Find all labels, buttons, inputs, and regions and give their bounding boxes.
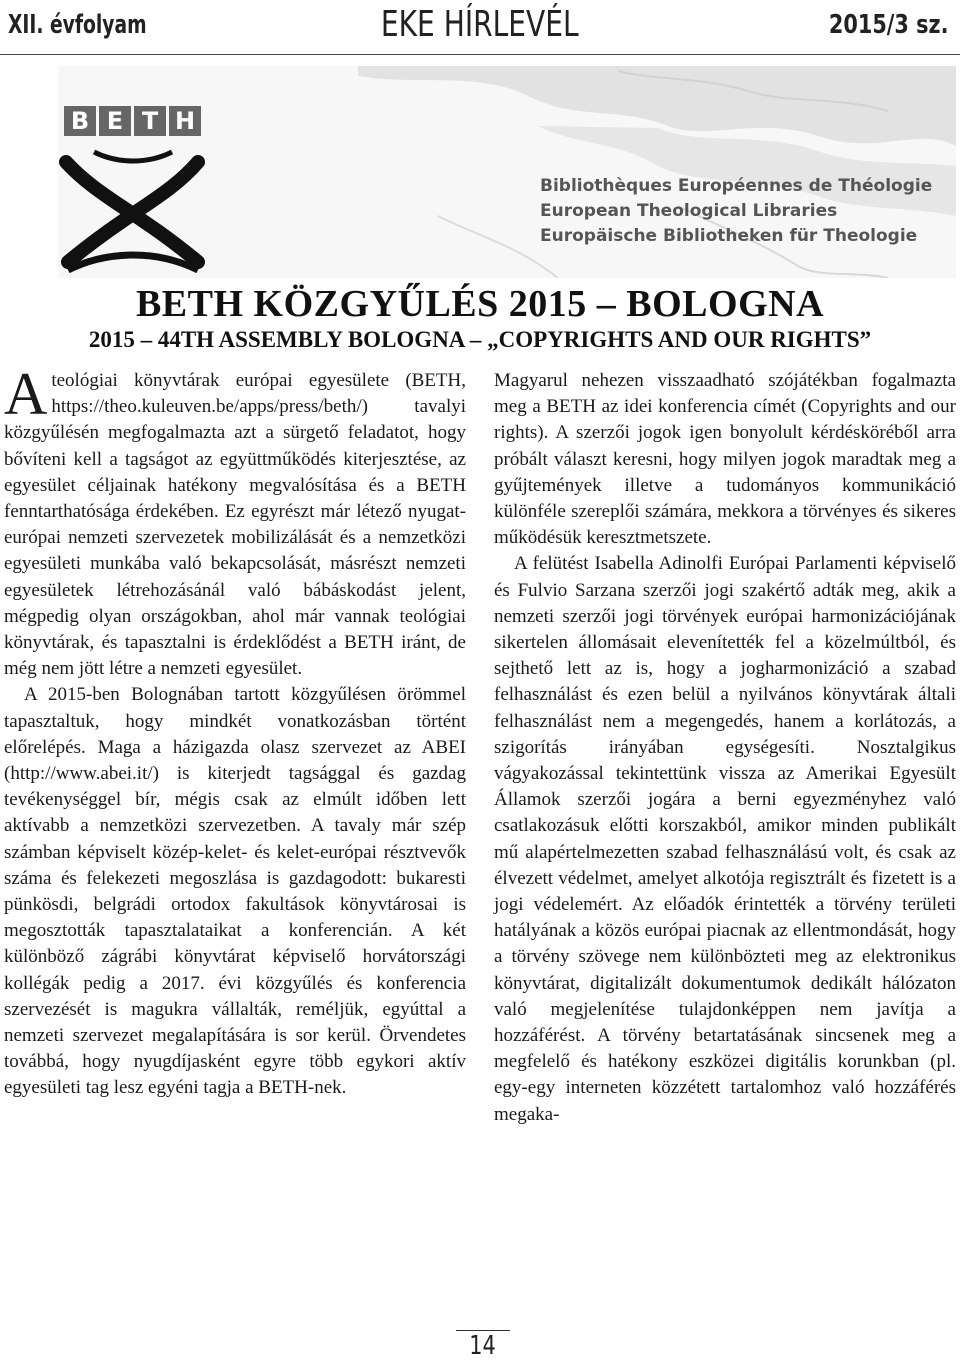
header-divider <box>0 54 960 55</box>
paragraph: A 2015-ben Bolognában tartott közgyűlésen örömmel tapasztaltuk, hogy mindkét vonatkozásban történt előrelépés. Maga a házigazda olasz szervezet az ABEI (http://www.abei.it/) is kiterjedt tagsággal és gazdag tevékenységgel bír, mégis csak az elmúlt időben lett aktívabb a nemzetközi szervezetben. A tavaly már szép számban képviselt közép-kelet- és kelet-európai résztvevők száma és felekezeti megoszlása is gazdagodott: bukaresti pünkösdi, belgrádi ortodox fakultások könyvtárosai is megosztották tapasztalataikat a konferencián. A két különböző zágrábi könyvtárat képviselő horvátországi kollégák pedig a 2017. évi közgyűlés és konferencia szervezését is magukra vállalták, reméljük, egyúttal a nemzeti szervezet megalapítására is sor kerül. Örvendetes továbbá, hogy nyugdíjasként egyre több egykori aktív egyesületi tag lesz egyéni tagja a BETH-nek. <box>4 684 466 1099</box>
drop-cap: A <box>4 361 48 427</box>
page-header <box>0 0 960 55</box>
library-name-de: Europäische Bibliotheken für Theologie <box>540 226 918 246</box>
logo-letter: B <box>64 106 96 136</box>
beth-banner <box>58 66 956 278</box>
right-column <box>494 368 956 1128</box>
logo-letter: T <box>134 106 166 136</box>
logo-letter: H <box>169 106 201 136</box>
volume-label: XII. évfolyam <box>8 10 147 40</box>
library-names <box>540 174 932 249</box>
newsletter-title: EKE HÍRLEVÉL <box>381 4 579 45</box>
article-title: BETH KÖZGYŰLÉS 2015 – BOLOGNA <box>135 283 825 325</box>
library-name-fr: Bibliothèques Européennes de Théologie <box>540 176 933 196</box>
logo-letter: E <box>99 106 131 136</box>
library-name-en: European Theological Libraries <box>540 201 838 221</box>
left-column <box>4 361 466 1102</box>
issue-label: 2015/3 sz. <box>828 10 948 40</box>
beth-logo-letters <box>64 106 201 136</box>
page-number: 14 <box>456 1330 510 1361</box>
paragraph: Magyarul nehezen visszaadható szójátékban fogalmazta meg a BETH az idei konferencia címét (Copyrights and our rights). A szerzői jogok igen bonyolult kérdésköréből arra próbált választ keresni, hogy milyen jogok maradtak meg a gyűjtemények illetve a tudományos kommunikáció különféle szereplői számára, mekkora a törvényes és sikeres működésük keresztmetszete. <box>494 370 956 549</box>
paragraph: Ateológiai könyvtárak európai egyesülete (BETH, https://theo.kuleuven.be/apps/press/beth/) tavalyi közgyűlésén megfogalmazta azt a sürgető feladatot, hogy bővíteni kell a tagságot az együttműködés kiterjesztése, az egyesület céljainak hatékony megvalósítása és a BETH fenntarthatósága érdekében. Ez egyrészt már létező nyugat-európai nemzeti szervezetek mobilizálását és a nemzetközi egyesületi munkába való bekapcsolását, másrészt nemzeti egyesületek létrehozásánál való bábáskodást jelent, mégpedig olyan országokban, ahol már vannak teológiai könyvtárak, és tapasztalni is érdeklődést a BETH iránt, de még nem jött létre a nemzeti egyesület. <box>4 361 466 680</box>
paragraph: A felütést Isabella Adinolfi Európai Parlamenti képviselő és Fulvio Sarzana szerzői jogi szakértő adták meg, akik a nemzeti szerzői jogi törvények európai harmonizációjának sikertelen állomásait elevenítették fel a közelmúltból, és sejthető lett az is, hogy a jogharmonizáció a szabad felhasználást és ezen belül a nyilvános könyvtárak általi felhasználást nem a megengedés, hanem a korlátozás, a szigorítás irányában egységesíti. Nosztalgikus vágyakozással tekintettünk vissza az Amerikai Egyesült Államok szerzői jogára a berni egyezményhez való csatlakozásuk előtti korszakból, amikor minden publikált mű alapértelmezetten szabad felhasználású volt, és csak az élvezett védelmet, amelyet alkotója regisztrált és fizetett is a jogi védelemért. Az előadók érintették a törvény területi hatályának a közös európai piacnak az ellentmondását, hogy a törvény szövege nem különbözteti meg az elektronikus könyvtárat, digitalizált dokumentumok dedikált hálózaton való megjelenítése tulajdonképpen nem javítja a hozzáférést. A törvény betartatásának sincsenek meg a megfelelő és hatékony eszközei digitális korunkban (pl. egy-egy interneten közzétett tartalomhoz való hozzáférés megaka- <box>494 553 956 1125</box>
book-cross-icon <box>58 142 208 277</box>
article-subtitle: 2015 – 44TH ASSEMBLY BOLOGNA – „COPYRIGHTS AND OUR RIGHTS” <box>88 327 872 352</box>
